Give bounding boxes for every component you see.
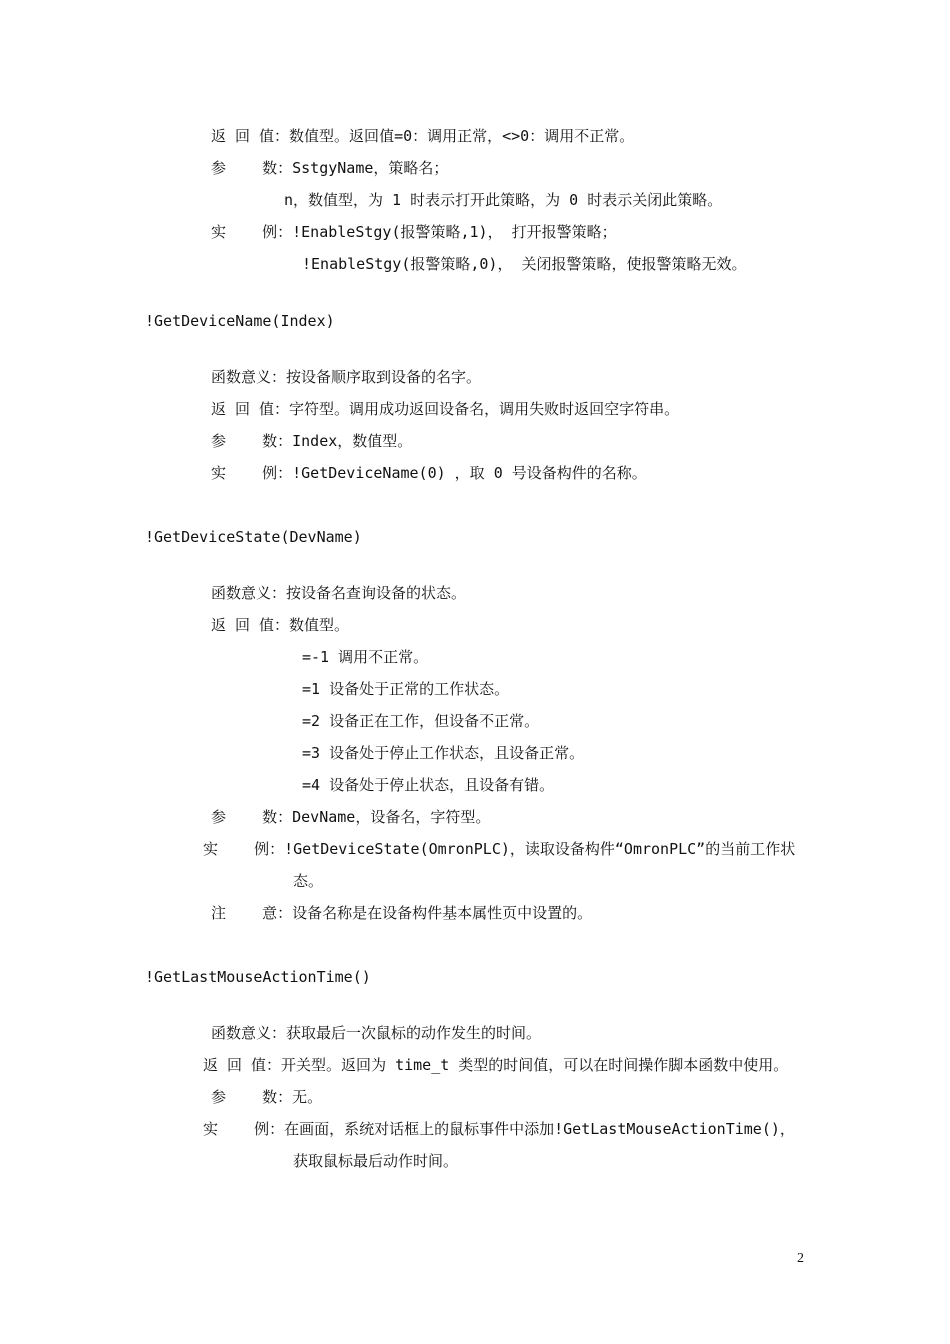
parameter-line: 参 数：DevName，设备名，字符型。 xyxy=(211,808,491,826)
return-option-line: =2 设备正在工作，但设备不正常。 xyxy=(302,712,540,730)
note-line: 注 意：设备名称是在设备构件基本属性页中设置的。 xyxy=(211,904,593,922)
return-option-line: =4 设备处于停止状态，且设备有错。 xyxy=(302,776,555,794)
page-number: 2 xyxy=(797,1251,804,1266)
meaning-line: 函数意义：按设备名查询设备的状态。 xyxy=(211,584,467,602)
meaning-line: 函数意义：按设备顺序取到设备的名字。 xyxy=(211,368,482,386)
function-heading: !GetLastMouseActionTime() xyxy=(145,968,371,986)
function-heading: !GetDeviceName(Index) xyxy=(145,312,335,330)
parameter-line: 参 数：Index，数值型。 xyxy=(211,432,413,450)
return-value-line: 返 回 值：字符型。调用成功返回设备名，调用失败时返回空字符串。 xyxy=(211,400,680,418)
parameter-continuation-line: n，数值型，为 1 时表示打开此策略，为 0 时表示关闭此策略。 xyxy=(284,191,723,209)
parameter-line: 参 数：无。 xyxy=(211,1088,323,1106)
return-value-line: 返 回 值：数值型。 xyxy=(211,616,350,634)
return-value-line: 返 回 值：数值型。返回值=0：调用正常，<>0：调用不正常。 xyxy=(211,127,635,145)
return-option-line: =1 设备处于正常的工作状态。 xyxy=(302,680,510,698)
parameter-line: 参 数：SstgyName，策略名； xyxy=(211,159,449,177)
example-line: 实 例：!GetDeviceState(OmronPLC)，读取设备构件“OmronPLC”的当前工作状 xyxy=(203,840,796,858)
function-heading: !GetDeviceState(DevName) xyxy=(145,528,362,546)
return-option-line: =3 设备处于停止工作状态，且设备正常。 xyxy=(302,744,585,762)
example-line: 实 例：!EnableStgy(报警策略,1)， 打开报警策略； xyxy=(211,223,617,241)
return-option-line: =-1 调用不正常。 xyxy=(302,648,429,666)
example-line: 实 例：在画面，系统对话框上的鼠标事件中添加!GetLastMouseActionTime()， xyxy=(203,1120,795,1138)
example-continuation-line: 获取鼠标最后动作时间。 xyxy=(293,1152,459,1170)
example-continuation-line: 态。 xyxy=(293,872,324,890)
return-value-line: 返 回 值：开关型。返回为 time_t 类型的时间值，可以在时间操作脚本函数中使用。 xyxy=(203,1056,789,1074)
example-line: 实 例：!GetDeviceName(0) ，取 0 号设备构件的名称。 xyxy=(211,464,647,482)
example-continuation-line: !EnableStgy(报警策略,0)， 关闭报警策略，使报警策略无效。 xyxy=(302,255,747,273)
meaning-line: 函数意义：获取最后一次鼠标的动作发生的时间。 xyxy=(211,1024,542,1042)
